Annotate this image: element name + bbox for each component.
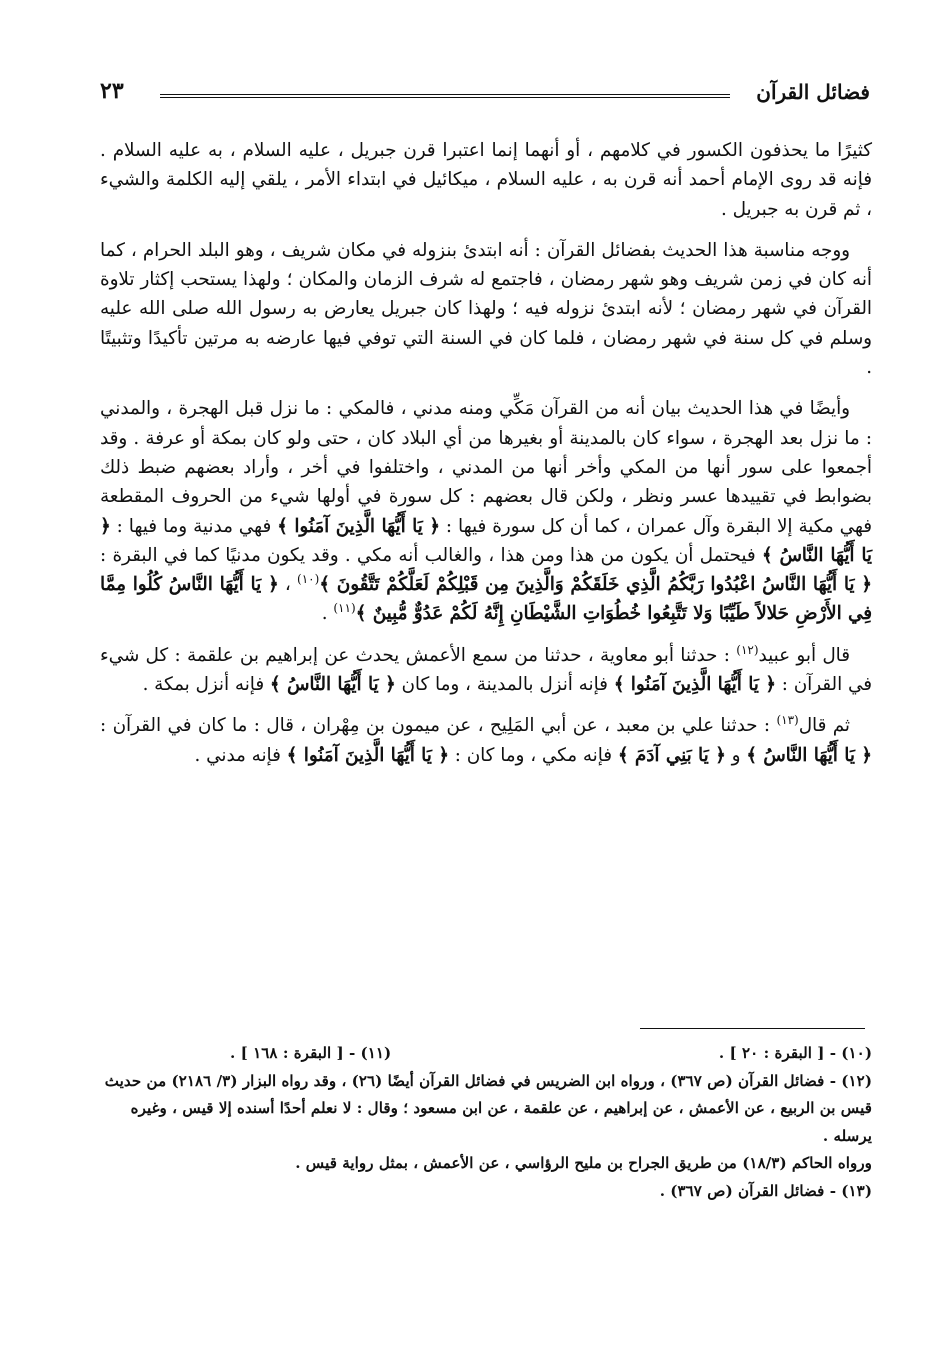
quran-verse: ﴿ يَا أَيُّهَا النَّاسُ ﴾ [746, 744, 872, 766]
text-run: فإنه أنزل بمكة . [142, 674, 270, 696]
footnote-13: (١٣) - فضائل القرآن (ص ٣٦٧) . [659, 1181, 872, 1200]
footnote-10: (١٠) - [ البقرة : ٢٠ ] . [718, 1044, 872, 1062]
quran-verse: ﴿ يَا أَيُّهَا النَّاسُ كُلُوا مِمَّا فِي الأَرْضِ حَلالاً طَيِّبًا وَلا تَتَّبِعُوا خُطُوَاتِ الشَّيْطَانِ إِنَّهُ لَكُمْ عَدُوٌّ مُّبِينٌ ﴾ [100, 574, 872, 625]
paragraph-1 [100, 136, 872, 224]
main-text [100, 136, 872, 782]
text-run: وأيضًا في هذا الحديث بيان أنه من القرآن مَكِّي ومنه مدني ، فالمكي : ما نزل قبل الهجرة ، والمدني : ما نزل بعد الهجرة ، سواء كان بالمدينة أو بغيرها من أي البلاد كان ، حتى ولو كان بمكة أو عرفة . وقد أجمعوا على سور أنها من المكي وأخر أنها من المدني ، واختلفوا في أخر ، وأراد بعضهم ضبط ذلك بضوابط في تقييدها عسر ونظر ، ولكن قال بعضهم : كل سورة في أولها شيء من الحروف المقطعة فهي مكية إلا البقرة وآل عمران ، كما أن كل سورة فيها : [100, 398, 872, 537]
quran-verse: ﴿ يَا بَنِي آدَمَ ﴾ [617, 744, 726, 766]
quran-verse: ﴿ يَا أَيُّهَا الَّذِينَ آمَنُوا ﴾ [277, 515, 440, 537]
text-run: فإنه مكي ، وما كان : [448, 744, 618, 766]
footnotes [100, 1040, 872, 1206]
quran-verse: ﴿ يَا أَيُّهَا النَّاسُ ﴾ [269, 674, 396, 696]
text-run: فيحتمل أن يكون من هذا ومن هذا ، والغالب أنه مكي . وقد يكون مدنيًا كما في البقرة : [100, 544, 762, 566]
paragraph-4 [100, 641, 872, 700]
quran-verse: ﴿ يَا أَيُّهَا الَّذِينَ آمَنُوا ﴾ [613, 674, 776, 696]
quran-verse: ﴿ يَا أَيُّهَا النَّاسُ اعْبُدُوا رَبَّكُمُ الَّذِي خَلَقَكُمْ وَالَّذِينَ مِن قَبْلِكُمْ لَعَلَّكُمْ تَتَّقُونَ ﴾ [319, 574, 873, 596]
footnote-ref: (١٢) [736, 642, 759, 657]
quran-verse: ﴿ يَا أَيُّهَا النَّاسُ ﴾ [100, 515, 872, 566]
text-run: ثم قال [798, 715, 850, 737]
text-run: فإنه أنزل بالمدينة ، وما كان [395, 674, 614, 696]
paragraph-3 [100, 394, 872, 628]
text-run: . [321, 603, 334, 625]
text-run: فإنه مدني . [194, 744, 287, 766]
page-number: ٢٣ [100, 78, 124, 104]
page-header [100, 72, 870, 112]
text-run: و [725, 744, 747, 766]
footnote-12-continued: ورواه الحاكم (١٨/٣) من طريق الجراح بن مليح الرؤاسي ، عن الأعمش ، بمثل رواية قيس . [295, 1154, 872, 1173]
footnote-ref: (١٠) [297, 572, 320, 587]
footnote-ref: (١٣) [776, 713, 799, 728]
text-run: ، [278, 574, 298, 596]
footnote-separator [640, 1028, 865, 1029]
footnote-ref: (١١) [333, 601, 356, 616]
text-run: فهي مدنية وما فيها : [110, 515, 278, 537]
text-run: : حدثنا علي بن معبد ، عن أبي المَلِيح ، عن ميمون بن مِهْران ، قال : ما كان في القرآن : [100, 715, 777, 737]
quran-verse: ﴿ يَا أَيُّهَا الَّذِينَ آمَنُوا ﴾ [286, 744, 449, 766]
footnote-11: (١١) - [ البقرة : ١٦٨ ] . [230, 1044, 392, 1062]
paragraph-2 [100, 236, 872, 382]
text-run: ووجه مناسبة هذا الحديث بفضائل القرآن : أنه ابتدئ بنزوله في مكان شريف ، وهو البلد الحرام ، كما أنه كان في زمن شريف وهو شهر رمضان ، فاجتمع له شرف الزمان والمكان ؛ ولهذا يستحب إكثار تلاوة القرآن في شهر رمضان ؛ لأنه ابتدئ نزوله فيه ؛ ولهذا كان جبريل يعارض به رسول الله صلى الله عليه وسلم في كل سنة في شهر رمضان ، فلما كان في السنة التي توفي فيها عارضه به مرتين تأكيدًا وتثبيتًا . [100, 239, 872, 379]
header-rule [160, 94, 730, 98]
text-run: : حدثنا أبو معاوية ، حدثنا من سمع الأعمش يحدث عن إبراهيم بن علقمة : كل شيء في القرآن : [100, 644, 872, 696]
text-run: قال أبو عبيد [758, 644, 850, 666]
running-title: فضائل القرآن [756, 80, 870, 104]
paragraph-5 [100, 711, 872, 770]
text-run: كثيرًا ما يحذفون الكسور في كلامهم ، أو أنهما إنما اعتبرا قرن جبريل ، عليه السلام ، به عليه السلام . فإنه قد روى الإمام أحمد أنه قرن به ، عليه السلام ، ميكائيل في ابتداء الأمر ، يلقي إليه الكلمة والشيء ، ثم قرن به جبريل . [100, 140, 872, 220]
footnote-12: (١٢) - فضائل القرآن (ص ٣٦٧) ، ورواه ابن الضريس في فضائل القرآن أيضًا (٢٦) ، وقد رواه البزار (٣/ ٢١٨٦) من حديث قيس بن الربيع ، عن الأعمش ، عن إبراهيم ، عن علقمة ، عن ابن مسعود ؛ وقال : لا نعلم أحدًا أسنده إلا قيس ، وغيره يرسله . [104, 1071, 872, 1145]
